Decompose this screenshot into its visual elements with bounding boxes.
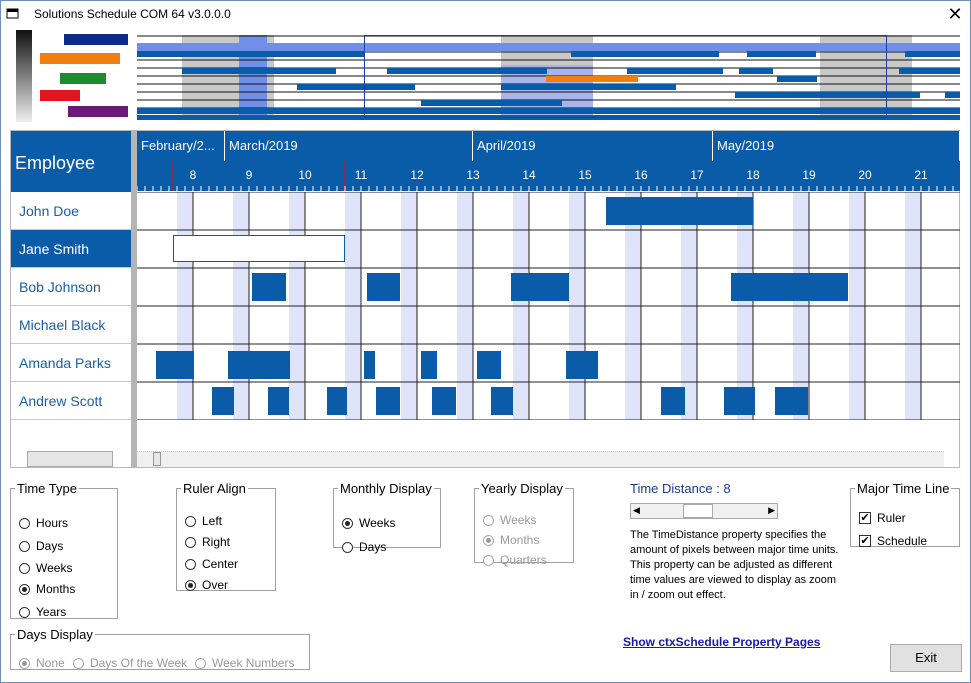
radio-icon [19,518,30,529]
schedule-bar [432,387,456,415]
ruler-align-group [176,481,276,591]
option-label: Week Numbers [212,656,295,670]
radio-icon [483,515,494,526]
overview-bar [747,51,816,57]
schedule-bar [775,387,808,415]
schedule-bar [367,273,400,301]
overview-bar [387,68,547,74]
option-label: Weeks [500,513,537,527]
overview-bar [945,92,960,98]
option-label: Days Of the Week [90,656,188,670]
overview-bar [297,84,415,90]
option-label: Years [36,605,67,619]
schedule-bar [327,387,347,415]
days-display-group [10,627,310,670]
week-label: 19 [802,168,816,182]
employee-column-header: Employee [11,131,131,192]
week-label: 21 [914,168,928,182]
ruler-align-legend: Ruler Align [183,481,246,496]
radio-selected-icon [483,535,494,546]
schedule-grid[interactable] [137,192,960,420]
yearly-display-quarters[interactable] [483,553,547,567]
time-type-days[interactable] [19,539,63,553]
week-label: 8 [189,168,197,182]
arrow-right-icon[interactable]: ▶ [768,505,775,515]
time-type-group [10,481,118,619]
overview-bar [182,68,336,74]
radio-icon [185,516,196,527]
checkbox-checked-icon: ✔ [860,535,870,547]
window-title: Solutions Schedule COM 64 v3.0.0.0 [34,7,231,21]
week-label: 18 [746,168,760,182]
close-icon: ✕ [947,4,963,24]
close-button[interactable] [940,2,970,26]
time-distance-description: The TimeDistance property specifies the amount of pixels between major time units. This property can be adjusted as different time values are viewed to display as zoom in / zoom out effect. [630,529,839,601]
week-label: 16 [634,168,648,182]
schedule-bar [212,387,234,415]
option-label: Left [202,514,223,528]
major-time-line-ruler[interactable] [859,511,906,525]
major-time-line-group [850,481,960,547]
week-ruler [137,161,960,191]
radio-icon [19,607,30,618]
option-label: Days [36,539,64,553]
overview-bar [739,68,773,74]
monthly-display-days[interactable] [342,540,386,554]
schedule-bar [268,387,289,415]
overview-bar [137,108,960,114]
time-type-months[interactable] [19,582,75,596]
month-header: April/2019 [473,131,713,161]
exit-button[interactable]: Exit [890,644,962,672]
option-label: Days [359,540,387,554]
option-label: Center [202,557,239,571]
time-distance-label: Time Distance : 8 [630,481,731,496]
week-label: 17 [690,168,704,182]
overview-bar [777,76,817,82]
option-label: Over [202,578,229,592]
option-label: Ruler [877,511,906,525]
radio-icon [73,658,84,669]
schedule-bar [606,197,753,225]
yearly-display-months[interactable] [483,533,539,547]
radio-selected-icon [19,658,30,669]
time-type-hours[interactable] [19,516,68,530]
time-type-legend: Time Type [17,481,77,496]
schedule-bar [511,273,569,301]
overview-bar [137,43,960,51]
days-display-legend: Days Display [17,627,93,642]
option-label: None [36,656,65,670]
option-label: Weeks [36,561,73,575]
monthly-display-legend: Monthly Display [340,481,432,496]
option-label: Months [36,582,76,596]
ruler-align-right[interactable] [185,535,230,549]
week-label: 10 [298,168,312,182]
overview-bar [421,100,562,106]
schedule-bar [566,351,598,379]
overview-bar [899,68,960,74]
ruler-align-left[interactable] [185,514,222,528]
employee-row[interactable]: Jane Smith [11,230,131,268]
horizontal-scroll-thumb[interactable] [153,452,161,466]
radio-icon [342,542,353,553]
month-ruler [137,131,960,161]
option-label: Quarters [500,553,547,567]
overview-bar [571,51,719,57]
schedule-bar [724,387,755,415]
employee-row[interactable]: Bob Johnson [11,268,131,306]
schedule-bar [491,387,513,415]
days-display-week-numbers[interactable] [195,656,294,670]
schedule-overview[interactable] [137,35,960,120]
property-pages-link[interactable]: Show ctxSchedule Property Pages [623,635,821,649]
employee-list-empty [11,420,131,450]
option-label: Right [202,535,231,549]
radio-selected-icon [185,580,196,591]
option-label: Hours [36,516,69,530]
employee-row[interactable]: John Doe [11,192,131,230]
app-logo [16,30,132,122]
radio-icon [185,559,196,570]
ruler-align-over[interactable] [185,578,228,592]
arrow-left-icon[interactable]: ◀ [633,505,640,515]
title-bar [0,0,971,30]
schedule-bar [252,273,286,301]
radio-icon [19,563,30,574]
month-header: May/2019 [713,131,960,161]
selected-bar [174,236,345,262]
overview-bar [627,68,723,74]
option-label: Schedule [877,534,928,548]
schedule-bar [661,387,685,415]
schedule-bar [364,351,375,379]
week-label: 12 [410,168,424,182]
days-display-none[interactable] [19,656,65,670]
employee-list-scrollbar[interactable] [27,451,113,467]
schedule-control[interactable] [10,130,960,468]
schedule-bar [156,351,194,379]
app-icon [6,8,20,20]
major-time-line-schedule[interactable] [859,534,927,548]
schedule-bar [376,387,400,415]
week-label: 13 [466,168,480,182]
monthly-display-group [333,481,441,554]
time-type-weeks[interactable] [19,561,72,575]
monthly-display-weeks[interactable] [342,516,395,530]
yearly-display-weeks[interactable] [483,513,536,527]
radio-icon [483,555,494,566]
time-distance-slider-thumb[interactable] [683,504,713,518]
checkbox-checked-icon: ✔ [860,512,870,524]
employee-row[interactable]: Amanda Parks [11,344,131,382]
yearly-display-legend: Yearly Display [481,481,563,496]
days-display-days-of-week[interactable] [73,656,187,670]
radio-selected-icon [342,518,353,529]
time-type-years[interactable] [19,605,66,619]
schedule-bar [477,351,501,379]
schedule-bar [421,351,437,379]
major-time-line-legend: Major Time Line [857,481,950,496]
schedule-bar [228,351,290,379]
employee-row[interactable]: Michael Black [11,306,131,344]
overview-bar [137,51,364,57]
overview-bar [501,84,676,90]
option-label: Months [500,533,540,547]
ruler-align-center[interactable] [185,557,238,571]
week-label: 15 [578,168,592,182]
employee-row[interactable]: Andrew Scott [11,382,131,420]
overview-bar [905,51,960,57]
week-label: 20 [858,168,872,182]
month-header: March/2019 [225,131,473,161]
option-label: Weeks [359,516,396,530]
week-label: 9 [245,168,253,182]
radio-icon [195,658,206,669]
week-label: 14 [522,168,536,182]
schedule-bar [731,273,848,301]
yearly-display-group [474,481,574,567]
month-header: February/2... [137,131,225,161]
radio-icon [185,537,196,548]
radio-icon [19,541,30,552]
overview-highlight-bar [546,76,638,82]
week-label: 11 [354,168,368,182]
horizontal-scrollbar[interactable] [137,451,944,467]
overview-bar [735,92,920,98]
radio-selected-icon [19,584,30,595]
